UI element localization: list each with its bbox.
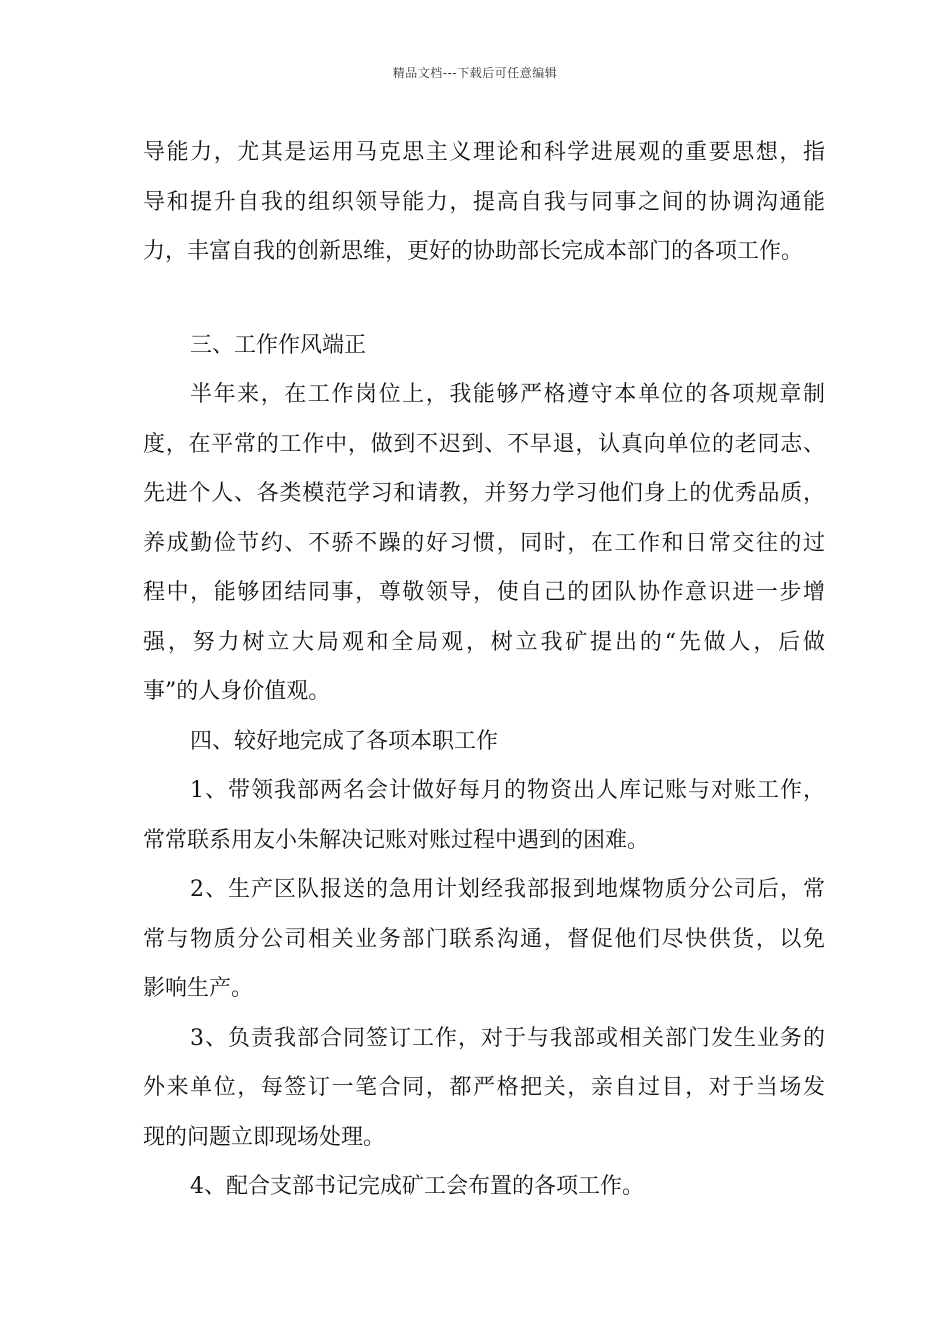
section-4	[143, 717, 825, 1212]
section-3	[143, 321, 825, 717]
list-item	[143, 865, 825, 1014]
text-line: 养成勤俭节约、不骄不躁的好习惯，同时，在工作和日常交往的过	[143, 530, 825, 556]
section-heading: 四、较好地完成了各项本职工作	[190, 728, 499, 754]
text-line: 现的问题立即现场处理。	[143, 1124, 386, 1150]
text-line: 强，努力树立大局观和全局观，树立我矿提出的“先做人，后做	[143, 629, 825, 655]
text-line: 半年来，在工作岗位上，我能够严格遵守本单位的各项规章制	[190, 382, 825, 407]
text-line: 力，丰富自我的创新思维，更好的协助部长完成本部门的各项工作。	[143, 239, 804, 264]
text-line: 外来单位，每签订一笔合同，都严格把关，亲自过目，对于当场发	[143, 1075, 825, 1100]
text-line: 先进个人、各类模范学习和请教，并努力学习他们身上的优秀品质，	[143, 481, 825, 506]
text-line: 导能力，尤其是运用马克思主义理论和科学进展观的重要思想，指	[143, 140, 825, 165]
text-line: 4、配合支部书记完成矿工会布置的各项工作。	[190, 1174, 644, 1199]
text-line: 度，在平常的工作中，做到不迟到、不早退，认真向单位的老同志、	[143, 431, 825, 457]
text-line: 导和提升自我的组织领导能力，提高自我与同事之间的协调沟通能	[143, 189, 825, 215]
list-item	[143, 766, 825, 865]
document-body	[143, 128, 825, 1212]
text-line: 1、带领我部两名会计做好每月的物资出人库记账与对账工作，	[190, 778, 825, 803]
paragraph-continuation	[143, 128, 825, 277]
text-line: 3、负责我部合同签订工作，对于与我部或相关部门发生业务的	[190, 1025, 825, 1051]
text-line: 程中，能够团结同事，尊敬领导，使自己的团队协作意识进一步增	[143, 580, 825, 605]
text-line: 事”的人身价值观。	[143, 679, 331, 704]
page-header: 精品文档---下载后可任意编辑	[392, 66, 558, 80]
list-item	[143, 1014, 825, 1163]
text-line: 影响生产。	[143, 976, 254, 1001]
list-item	[143, 1162, 825, 1212]
spacer	[143, 277, 825, 321]
text-line: 常常联系用友小朱解决记账对账过程中遇到的困难。	[143, 827, 650, 853]
section-heading: 三、工作作风端正	[190, 332, 367, 358]
text-line: 常与物质分公司相关业务部门联系沟通，督促他们尽快供货，以免	[143, 926, 825, 952]
text-line: 2、生产区队报送的急用计划经我部报到地煤物质分公司后，常	[190, 877, 825, 902]
